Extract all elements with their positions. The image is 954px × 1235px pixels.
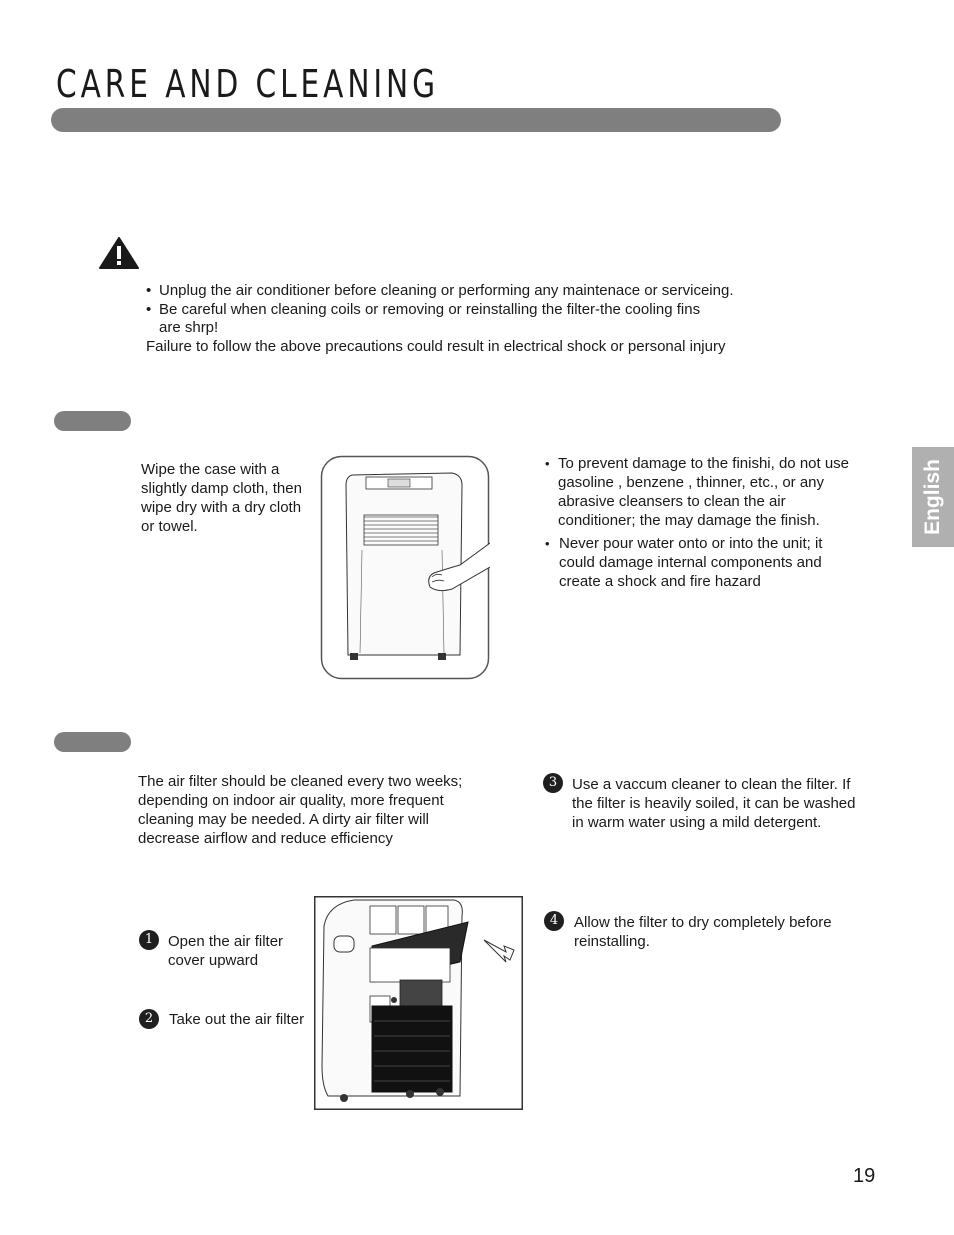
- step-number-2: 2: [139, 1009, 159, 1029]
- warning-footer: Failure to follow the above precautions could result in electrical shock or personal injury: [146, 338, 726, 355]
- step-2-text: Take out the air filter: [169, 1011, 305, 1028]
- warning-bullet: • Unplug the air conditioner before cleaning or performing any maintenace or serviceing.: [146, 282, 734, 299]
- step-3-text: Use a vaccum cleaner to clean the filter. If the filter is heavily soiled, it can be washed in warm water using a mild detergent.: [572, 776, 856, 831]
- warning-bullet: • Be careful when cleaning coils or removing or reinstalling the filter-the cooling fins: [146, 301, 701, 318]
- page-title: CARE AND CLEANING: [56, 62, 439, 106]
- wiping-unit-illustration: [320, 455, 490, 680]
- language-tab: [912, 447, 954, 547]
- step-1-text: Open the air filter cover upward: [168, 933, 284, 969]
- case-instructions: Wipe the case with a slightly damp cloth, then wipe dry with a dry cloth or towel.: [141, 461, 302, 535]
- step-number-4: 4: [544, 911, 564, 931]
- step-4-text: Allow the filter to dry completely before reinstalling.: [574, 914, 832, 950]
- language-tab-label: English: [921, 459, 944, 535]
- page-number: 19: [853, 1165, 876, 1187]
- title-underline-bar: [51, 108, 781, 132]
- section-heading-case: [54, 411, 131, 431]
- case-caution-bullet: • Never pour water onto or into the unit; it could damage internal components and create a shock and fire hazard: [545, 535, 823, 590]
- warning-bullet-continuation: are shrp!: [159, 319, 219, 336]
- warning-triangle-icon: [98, 236, 140, 270]
- step-number-3: 3: [543, 773, 563, 793]
- step-number-1: 1: [139, 930, 159, 950]
- filter-intro: The air filter should be cleaned every two weeks; depending on indoor air quality, more frequent cleaning may be needed. A dirty air filter will decrease airflow and reduce efficiency: [138, 773, 463, 847]
- filter-removal-illustration: [314, 896, 523, 1110]
- case-caution-bullet: • To prevent damage to the finishi, do not use gasoline , benzene , thinner, etc., or any abrasive cleansers to clean the air conditioner; the may damage the finish.: [545, 455, 850, 529]
- section-heading-filter: [54, 732, 131, 752]
